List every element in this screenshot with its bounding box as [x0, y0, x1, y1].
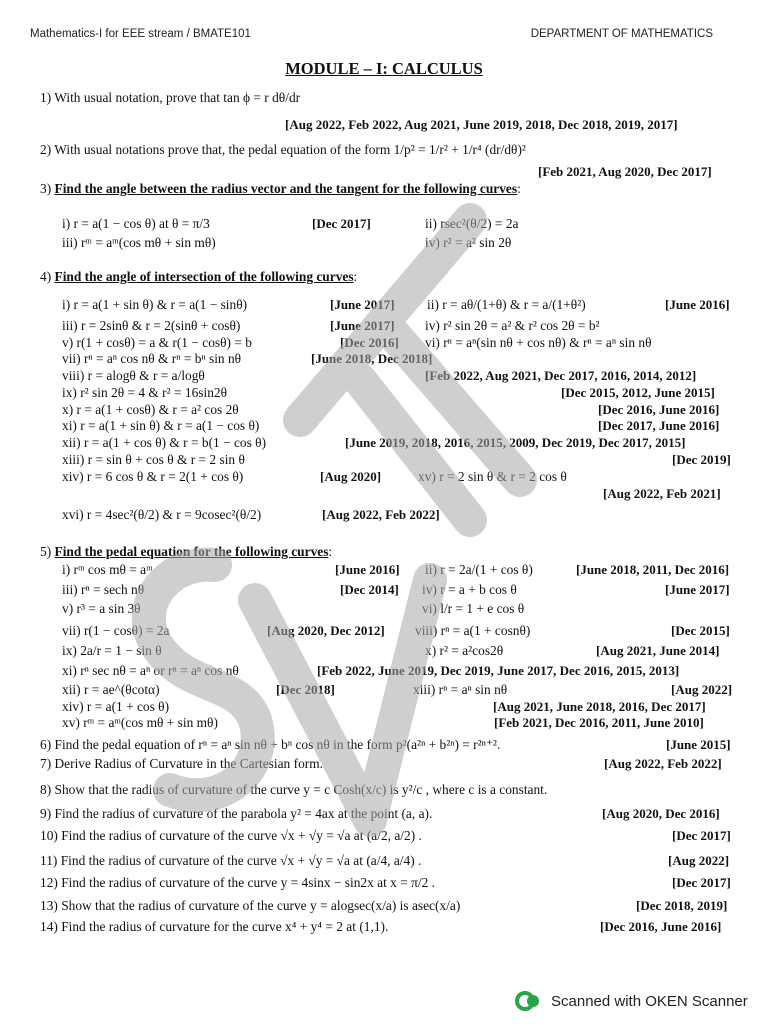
question-line: iv) r² = a² sin 2θ	[425, 235, 512, 250]
exam-reference: [Dec 2018, 2019]	[636, 898, 728, 913]
question-line: xiv) r = a(1 + cos θ)	[62, 699, 170, 714]
section-title: Find the angle of intersection of the following curves	[54, 269, 354, 284]
exam-reference: [June 2016]	[335, 562, 400, 577]
exam-reference: [Aug 2021, June 2018, 2016, Dec 2017]	[493, 699, 706, 714]
page-title: MODULE – I: CALCULUS	[285, 59, 483, 78]
exam-reference: [Dec 2017]	[672, 828, 731, 843]
question-line: 1) With usual notation, prove that tan ϕ = r dθ/dr	[40, 90, 301, 105]
question-line: iv) r² sin 2θ = a² & r² cos 2θ = b²	[425, 318, 600, 333]
question-line: vi) l/r = 1 + e cos θ	[422, 601, 525, 616]
section-number: 5)	[40, 544, 55, 559]
exam-reference: [Feb 2022, Aug 2021, Dec 2017, 2016, 2014, 2012]	[425, 368, 697, 383]
exam-reference: [Aug 2022, Feb 2022]	[604, 756, 722, 771]
question-line: xi) rⁿ sec nθ = aⁿ or rⁿ = aⁿ cos nθ	[62, 663, 239, 678]
question-line: iii) r = 2sinθ & r = 2(sinθ + cosθ)	[62, 318, 241, 333]
question-line: 9) Find the radius of curvature of the parabola y² = 4ax at the point (a, a).	[40, 806, 433, 821]
question-line: v) r³ = a sin 3θ	[62, 601, 141, 616]
exam-reference: [June 2017]	[665, 582, 730, 597]
exam-reference: [Dec 2017, June 2016]	[598, 418, 720, 433]
question-line: xii) r = a(1 + cos θ) & r = b(1 − cos θ)	[62, 435, 267, 450]
question-line: x) r = a(1 + cosθ) & r = a² cos 2θ	[62, 402, 239, 417]
question-line: v) r(1 + cosθ) = a & r(1 − cosθ) = b	[62, 335, 252, 350]
question-line: 8) Show that the radius of curvature of the curve y = c Cosh(x/c) is y²/c , where c is a constant.	[40, 782, 548, 797]
question-line: i) r = a(1 − cos θ) at θ = π/3	[62, 216, 210, 231]
question-line: xi) r = a(1 + sin θ) & r = a(1 − cos θ)	[62, 418, 260, 433]
exam-reference: [Aug 2020, Dec 2016]	[602, 806, 720, 821]
question-line: 11) Find the radius of curvature of the curve √x + √y = √a at (a/4, a/4) .	[40, 853, 422, 868]
exam-reference: [Dec 2014]	[340, 582, 399, 597]
question-line: ii) r = aθ/(1+θ) & r = a/(1+θ²)	[427, 297, 586, 312]
question-line: iii) rⁿ = sech nθ	[62, 582, 145, 597]
exam-reference: [Aug 2022, Feb 2022, Aug 2021, June 2019, 2018, Dec 2018, 2019, 2017]	[285, 117, 678, 132]
question-line: 13) Show that the radius of curvature of the curve y = alogsec(x/a) is asec(x/a)	[40, 898, 461, 913]
exam-reference: [Aug 2022, Feb 2021]	[603, 486, 721, 501]
exam-reference: [Feb 2021, Aug 2020, Dec 2017]	[538, 164, 712, 179]
section-colon: :	[517, 181, 521, 196]
question-line: viii) r = alogθ & r = a/logθ	[62, 368, 205, 383]
section-heading	[40, 181, 521, 197]
exam-reference: [Aug 2022]	[668, 853, 730, 868]
exam-reference: [Feb 2021, Dec 2016, 2011, June 2010]	[494, 715, 704, 730]
question-line: ix) r² sin 2θ = 4 & r² = 16sin2θ	[62, 385, 228, 400]
question-line: ii) rsec²(θ/2) = 2a	[425, 216, 519, 231]
exam-reference: [June 2017]	[330, 297, 395, 312]
exam-reference: [June 2016]	[665, 297, 730, 312]
question-line: x) r² = a²cos2θ	[425, 643, 504, 658]
exam-reference: [Aug 2020, Dec 2012]	[267, 623, 385, 638]
question-line: i) rᵐ cos mθ = aᵐ	[62, 562, 153, 577]
section-colon: :	[328, 544, 333, 559]
exam-reference: [Aug 2022]	[671, 682, 733, 697]
question-line: xv) rᵐ = aᵐ(cos mθ + sin mθ)	[62, 715, 218, 730]
question-line: vi) rⁿ = aⁿ(sin nθ + cos nθ) & rⁿ = aⁿ sin nθ	[425, 335, 652, 350]
exam-reference: [Aug 2020]	[320, 469, 382, 484]
header-course: Mathematics-I for EEE stream / BMATE101	[30, 28, 251, 40]
exam-reference: [Dec 2015]	[671, 623, 730, 638]
exam-reference: [Dec 2018]	[276, 682, 335, 697]
exam-reference: [Dec 2017]	[672, 875, 731, 890]
exam-reference: [Aug 2022, Feb 2022]	[322, 507, 440, 522]
section-number: 4)	[40, 269, 55, 284]
question-line: xv) r = 2 sin θ & r = 2 cos θ	[418, 469, 567, 484]
exam-reference: [June 2019, 2018, 2016, 2015, 2009, Dec 2019, Dec 2017, 2015]	[345, 435, 686, 450]
exam-reference: [Dec 2016]	[340, 335, 399, 350]
question-line: ii) r = 2a/(1 + cos θ)	[425, 562, 533, 577]
section-title: Find the pedal equation for the following curves	[54, 544, 329, 559]
question-line: xiii) r = sin θ + cos θ & r = 2 sin θ	[62, 452, 245, 467]
exam-reference: [Dec 2015, 2012, June 2015]	[561, 385, 715, 400]
question-line: xiv) r = 6 cos θ & r = 2(1 + cos θ)	[62, 469, 244, 484]
question-line: iv) r = a + b cos θ	[422, 582, 517, 597]
question-line: xvi) r = 4sec²(θ/2) & r = 9cosec²(θ/2)	[62, 507, 262, 522]
question-line: xiii) rⁿ = aⁿ sin nθ	[413, 682, 508, 697]
exam-reference: [June 2018, Dec 2018]	[311, 351, 433, 366]
exam-reference: [Dec 2019]	[672, 452, 731, 467]
question-line: 10) Find the radius of curvature of the curve √x + √y = √a at (a/2, a/2) .	[40, 828, 422, 843]
header-department: DEPARTMENT OF MATHEMATICS	[530, 28, 713, 40]
question-line: 12) Find the radius of curvature of the curve y = 4sinx − sin2x at x = π/2 .	[40, 875, 435, 890]
question-line: 6) Find the pedal equation of rⁿ = aⁿ sin nθ + bⁿ cos nθ in the form p²(a²ⁿ + b²ⁿ) = r²ⁿ⁺².	[40, 737, 501, 752]
section-colon: :	[353, 269, 358, 284]
question-line: 7) Derive Radius of Curvature in the Cartesian form.	[40, 756, 323, 771]
exam-reference: [Feb 2022, June 2019, Dec 2019, June 2017, Dec 2016, 2015, 2013]	[317, 663, 680, 678]
exam-reference: [Aug 2021, June 2014]	[596, 643, 720, 658]
section-number: 3)	[40, 181, 55, 196]
question-line: iii) rᵐ = aᵐ(cos mθ + sin mθ)	[62, 235, 216, 250]
section-title: Find the angle between the radius vector and the tangent for the following curves	[54, 181, 518, 196]
question-line: 14) Find the radius of curvature for the curve x⁴ + y⁴ = 2 at (1,1).	[40, 919, 389, 934]
question-line: 2) With usual notations prove that, the pedal equation of the form 1/p² = 1/r² + 1/r⁴ (dr/dθ)²	[40, 142, 526, 157]
section-heading	[40, 269, 357, 285]
section-heading	[40, 544, 332, 560]
oken-scanner-logo-icon	[515, 988, 541, 1014]
question-line: i) r = a(1 + sin θ) & r = a(1 − sinθ)	[62, 297, 248, 312]
exam-reference: [Dec 2016, June 2016]	[598, 402, 720, 417]
exam-reference: [June 2018, 2011, Dec 2016]	[576, 562, 730, 577]
scanner-footer	[515, 988, 748, 1014]
exam-reference: [June 2015]	[666, 737, 731, 752]
exam-reference: [Dec 2017]	[312, 216, 371, 231]
question-line: vii) rⁿ = aⁿ cos nθ & rⁿ = bⁿ sin nθ	[62, 351, 242, 366]
question-line: ix) 2a/r = 1 − sin θ	[62, 643, 162, 658]
question-line: xii) r = ae^(θcotα)	[62, 682, 160, 697]
exam-reference: [June 2017]	[330, 318, 395, 333]
footer-text: Scanned with OKEN Scanner	[551, 992, 748, 1010]
question-line: vii) r(1 − cosθ) = 2a	[62, 623, 170, 638]
question-line: viii) rⁿ = a(1 + cosnθ)	[415, 623, 531, 638]
exam-reference: [Dec 2016, June 2016]	[600, 919, 722, 934]
